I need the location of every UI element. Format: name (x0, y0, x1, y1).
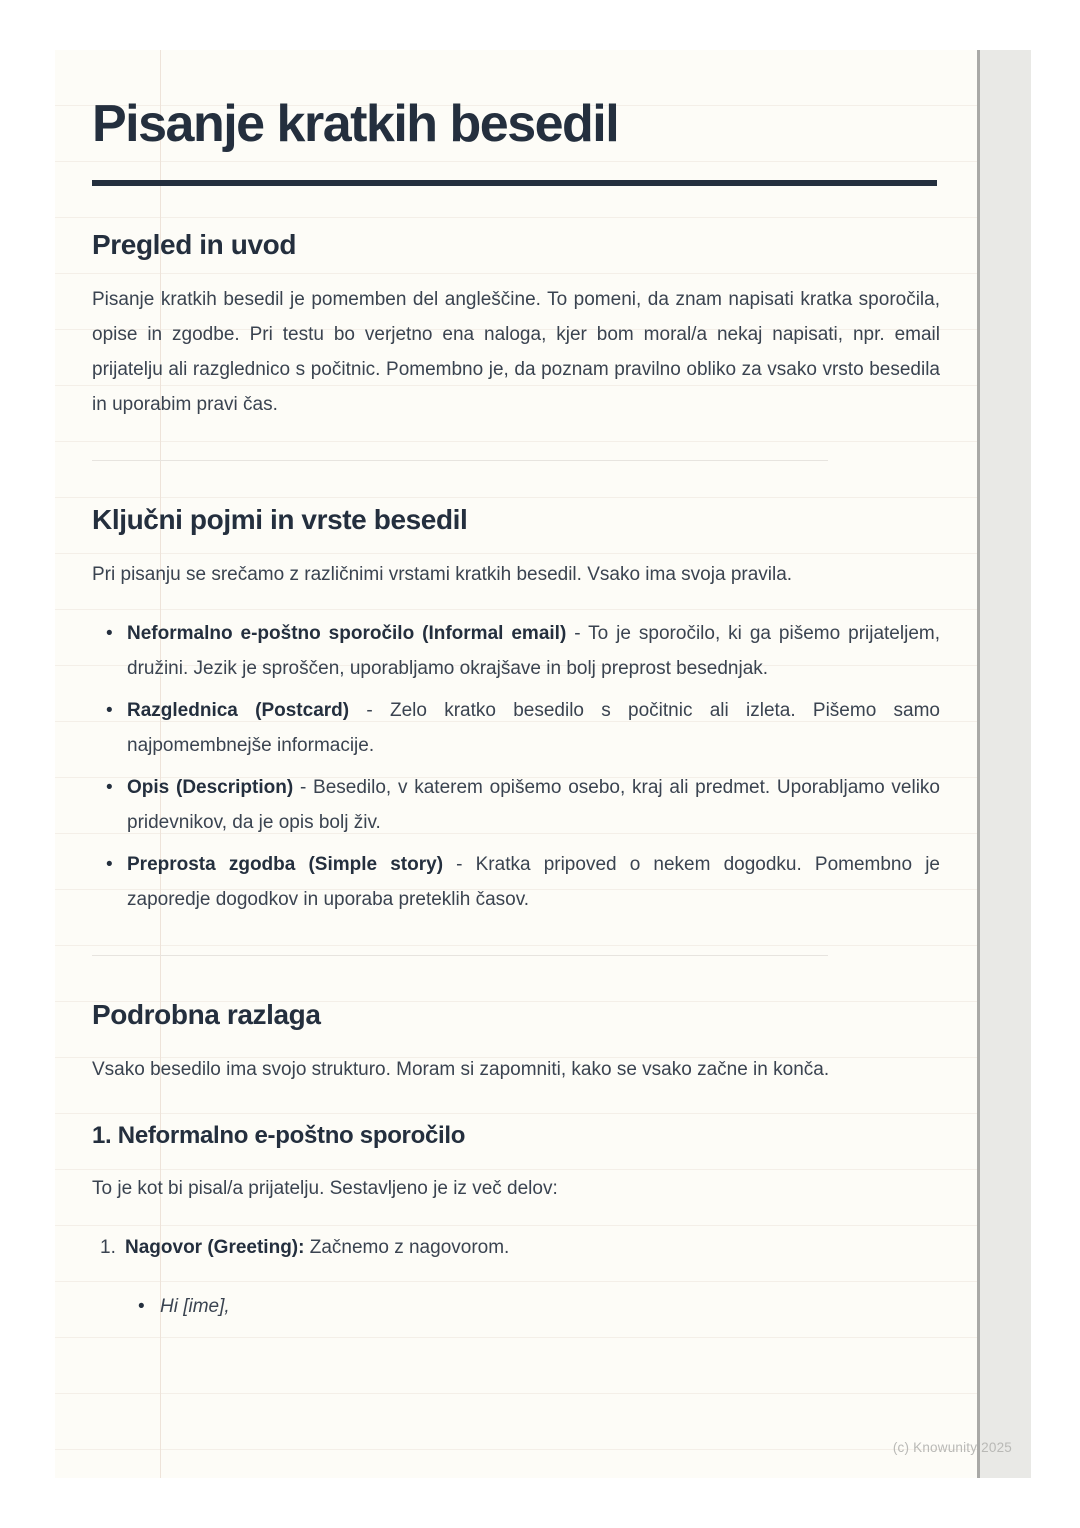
list-item (92, 693, 940, 763)
page-edge-strip (977, 50, 1031, 1478)
term-description: - Besedilo, v katerem opišemo osebo, kraj ali predmet. Uporabljamo veliko pridevnikov, da je opis bolj živ. (127, 777, 940, 833)
step-number: 1. (100, 1237, 116, 1258)
section-heading-details: Podrobna razlaga (92, 999, 321, 1030)
example-text: Hi [ime], (160, 1296, 230, 1317)
key-terms-intro: Pri pisanju se srečamo z različnimi vrstami kratkih besedil. Vsako ima svoja pravila. (92, 564, 793, 585)
term-description: - Zelo kratko besedilo s počitnic ali izleta. Pišemo samo najpomembnejše informacije. (127, 700, 940, 756)
bullet-icon: • (106, 623, 113, 644)
term-label: Razglednica (Postcard) (127, 700, 350, 721)
step-term: Nagovor (Greeting): (125, 1237, 305, 1258)
step-description: Začnemo z nagovorom. (304, 1237, 510, 1258)
bullet-icon: • (138, 1296, 145, 1317)
title-rule (92, 180, 937, 186)
section-heading-key-terms: Ključni pojmi in vrste besedil (92, 504, 468, 535)
term-label: Neformalno e-poštno sporočilo (Informal email) (127, 623, 567, 644)
example-list (92, 1289, 940, 1324)
document-page (55, 50, 977, 1478)
list-item (92, 770, 940, 840)
section-heading-overview: Pregled in uvod (92, 229, 297, 260)
overview-paragraph: Pisanje kratkih besedil je pomemben del angleščine. To pomeni, da znam napisati kratka sporočila, opise in zgodbe. Pri testu bo verjetno ena naloga, kjer bom moral/a nekaj napisati, npr. email prijatelju ali razglednico s počitnic. Pomembno je, da poznam pravilno obliko za vsako vrsto besedila in uporabim pravi čas. (92, 289, 940, 415)
term-label: Preprosta zgodba (Simple story) (127, 854, 444, 875)
details-intro: Vsako besedilo ima svojo strukturo. Moram si zapomniti, kako se vsako začne in konča. (92, 1059, 830, 1080)
bullet-icon: • (106, 700, 113, 721)
term-description: - To je sporočilo, ki ga pišemo prijateljem, družini. Jezik je sproščen, uporabljamo okrajšave in bolj preprost besednjak. (127, 623, 940, 679)
numbered-step (92, 1230, 940, 1265)
page-title: Pisanje kratkih besedil (92, 95, 619, 153)
copyright-watermark: (c) Knowunity 2025 (892, 1440, 1012, 1455)
bullet-icon: • (106, 854, 113, 875)
bullet-icon: • (106, 777, 113, 798)
term-description: - Kratka pripoved o nekem dogodku. Pomembno je zaporedje dogodkov in uporaba preteklih časov. (127, 854, 940, 910)
list-item (92, 616, 940, 686)
subsection-intro: To je kot bi pisal/a prijatelju. Sestavljeno je iz več delov: (92, 1178, 558, 1199)
page-content (55, 50, 977, 1324)
term-list (92, 616, 940, 917)
list-item (92, 847, 940, 917)
term-label: Opis (Description) (127, 777, 294, 798)
subsection-heading-informal-email: 1. Neformalno e-poštno sporočilo (92, 1122, 466, 1149)
section-divider (92, 460, 828, 461)
section-divider (92, 955, 828, 956)
list-item (92, 1289, 940, 1324)
